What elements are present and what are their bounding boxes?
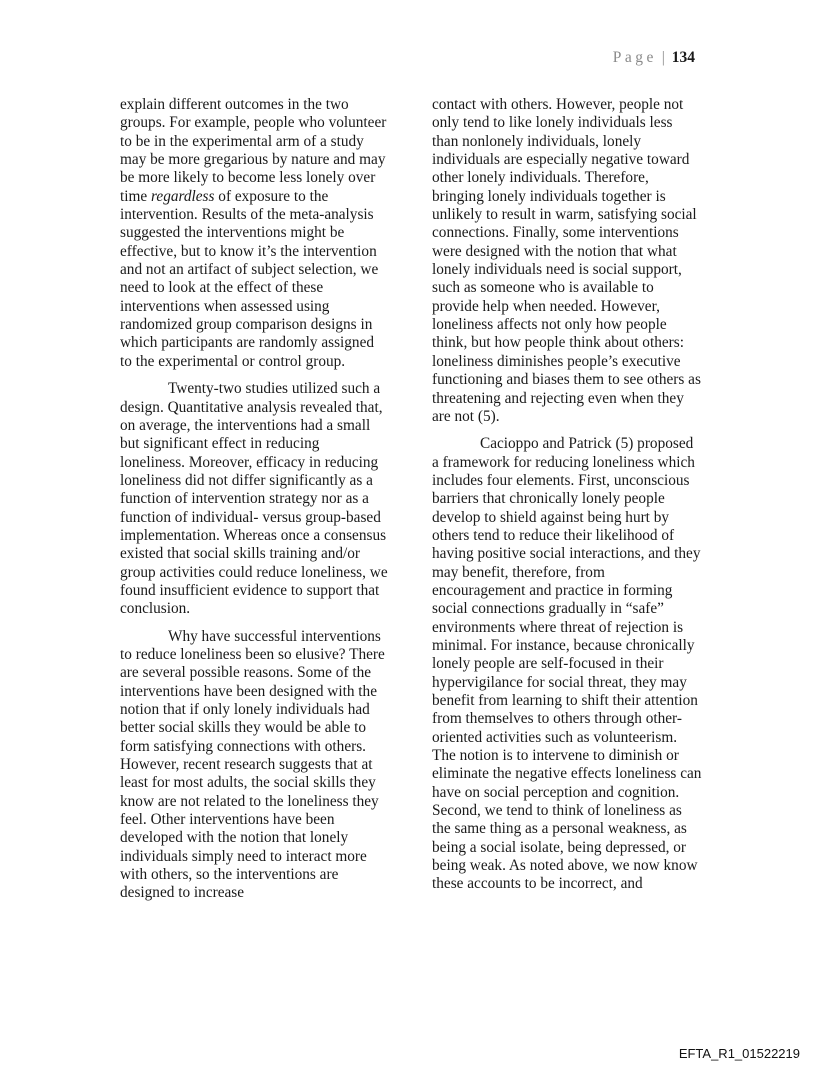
paragraph: contact with others. However, people not only tend to like lonely individuals less than nonlonely individuals, lonely individuals are especially negative toward other lonely individuals. Therefore, bringing lonely individuals together is unlikely to result in warm, satisfying social connections. Finally, some interventions were designed with the notion that what lonely individuals need is social support, such as someone who is available to provide help when needed. However, loneliness affects not only how people think, but how people think about others: loneliness diminishes people’s executive functioning and biases them to see others as threatening and rejecting even when they are not (5). [432, 96, 701, 425]
page-separator: | [661, 49, 665, 66]
paragraph: Why have successful interventions to reduce loneliness been so elusive? There are several possible reasons. Some of the interventions have been designed with the notion that if only lonely individuals had better social skills they would be able to form satisfying connections with others. However, recent research suggests that at least for most adults, the social skills they know are not related to the loneliness they feel. Other interventions have been developed with the notion that lonely individuals simply need to interact more with others, so the interventions are designed to increase [120, 627, 385, 902]
page-number: 134 [671, 49, 695, 66]
paragraph [120, 96, 388, 371]
paragraph-text: of exposure to the intervention. Results of the meta-analysis suggested the interventions might be effective, but to know it’s the intervention and not an artifact of subject selection, we need to look at the effect of these interventions when assessed using randomized group comparison designs in which participants are randomly assigned to the experimental or control group. [120, 187, 379, 370]
page-label: Page [612, 49, 657, 66]
left-column [120, 96, 388, 903]
paragraph: Twenty-two studies utilized such a design. Quantitative analysis revealed that, on average, the interventions had a small but significant effect in reducing loneliness. Moreover, efficacy in reducing loneliness did not differ significantly as a function of intervention strategy nor as a function of individual- versus group-based implementation. Whereas once a consensus existed that social skills training and/or group activities could reduce loneliness, we found insufficient evidence to support that conclusion. [120, 380, 388, 618]
right-column [432, 96, 702, 894]
document-id: EFTA_R1_01522219 [678, 1046, 800, 1061]
emphasis-text: regardless [151, 187, 215, 205]
page-header [613, 49, 695, 67]
paragraph: Cacioppo and Patrick (5) proposed a framework for reducing loneliness which includes four elements. First, unconscious barriers that chronically lonely people develop to shield against being hurt by others tend to reduce their likelihood of having positive social interactions, and they may benefit, therefore, from encouragement and practice in forming social connections gradually in “safe” environments where threat of rejection is minimal. For instance, because chronically lonely people are self-focused in their hypervigilance for social threat, they may benefit from learning to shift their attention from themselves to others through other-oriented activities such as volunteerism. The notion is to intervene to diminish or eliminate the negative effects loneliness can have on social perception and cognition. Second, we tend to think of loneliness as the same thing as a personal weakness, as being a social isolate, being depressed, or being weak. As noted above, we now know these accounts to be incorrect, and [432, 435, 702, 893]
paragraph-text: explain different outcomes in the two groups. For example, people who volunteer to be in the experimental arm of a study may be more gregarious by nature and may be more likely to become less lonely over time [120, 96, 387, 205]
